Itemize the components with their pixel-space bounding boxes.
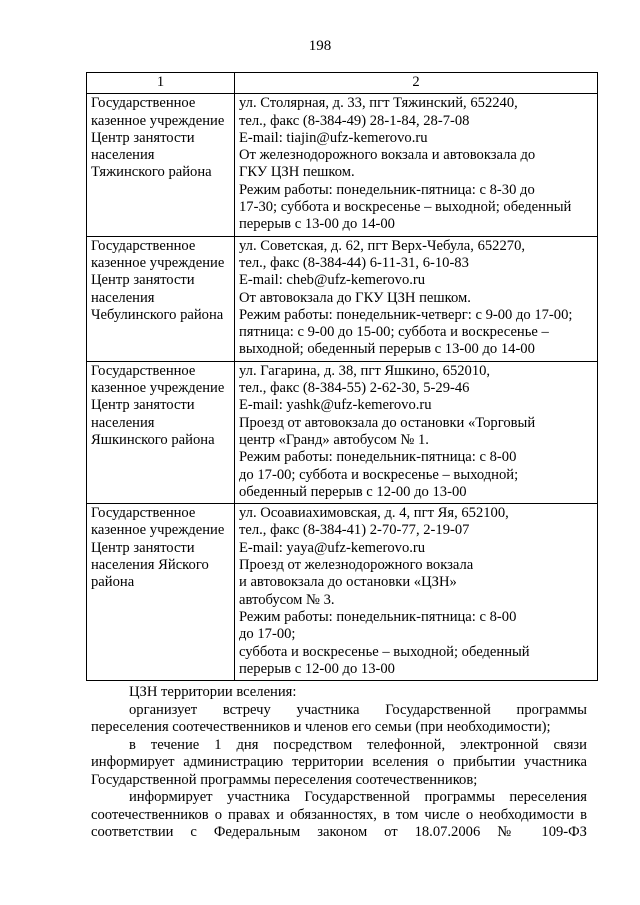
paragraph-line: информирует участника Государственной программы переселения — [129, 789, 587, 805]
address-line: ул. Гагарина, д. 38, пгт Яшкино, 652010, — [239, 362, 491, 379]
center-name-line: казенное учреждение — [91, 522, 225, 539]
schedule-line: до 17-00; суббота и воскресенье – выходной; — [239, 466, 519, 483]
table-row — [87, 94, 598, 236]
center-info-cell — [235, 94, 598, 236]
email-line: E-mail: tiajin@ufz-kemerovo.ru — [239, 129, 428, 146]
center-name-line: Центр занятости — [91, 539, 195, 556]
route-line: центр «Гранд» автобусом № 1. — [239, 431, 429, 448]
center-name-line: Государственное — [91, 95, 196, 112]
schedule-line: пятница: с 9-00 до 15-00; суббота и воскресенье – — [239, 324, 549, 341]
center-name-cell — [87, 94, 235, 236]
table-header-row — [87, 73, 598, 94]
route-line: От автовокзала до ГКУ ЦЗН пешком. — [239, 289, 471, 306]
center-info-cell — [235, 361, 598, 503]
center-name-line: Тяжинского района — [91, 164, 212, 181]
center-name-line: населения — [91, 414, 155, 431]
section-heading: ЦЗН территории вселения: — [129, 684, 297, 700]
center-name-line: Государственное — [91, 505, 196, 522]
paragraph-line: соотечественников о правах и обязанностях, в том числе о необходимости в — [91, 806, 587, 823]
centers-table — [86, 72, 598, 681]
paragraph-line: Государственной программы переселения соотечественников; — [91, 771, 478, 788]
schedule-line: до 17-00; — [239, 626, 296, 643]
email-line: E-mail: yashk@ufz-kemerovo.ru — [239, 397, 432, 414]
center-name-line: Государственное — [91, 237, 196, 254]
center-info-cell — [235, 504, 598, 681]
address-line: ул. Столярная, д. 33, пгт Тяжинский, 652240, — [239, 95, 518, 112]
table-row — [87, 504, 598, 681]
center-name-line: Чебулинского района — [91, 306, 224, 323]
center-name-cell — [87, 361, 235, 503]
address-line: ул. Осоавиахимовская, д. 4, пгт Яя, 652100, — [239, 505, 509, 522]
schedule-line: обеденный перерыв с 12-00 до 13-00 — [239, 483, 467, 500]
table-row — [87, 361, 598, 503]
paragraph-line: переселения соотечественников и членов его семьи (при необходимости); — [91, 719, 551, 735]
center-name-line: казенное учреждение — [91, 112, 225, 129]
center-name-line: казенное учреждение — [91, 254, 225, 271]
center-name-line: Центр занятости — [91, 272, 195, 289]
center-name-line: казенное учреждение — [91, 380, 225, 397]
paragraph-line: соответствии с Федеральным законом от 18.07.2006 № 109-ФЗ — [91, 824, 587, 840]
center-name-line: Центр занятости — [91, 397, 195, 414]
center-name-line: населения — [91, 147, 155, 164]
phone-line: тел., факс (8-384-55) 2-62-30, 5-29-46 — [239, 380, 470, 397]
center-name-line: Государственное — [91, 362, 196, 379]
center-name-line: района — [91, 574, 135, 591]
schedule-line: суббота и воскресенье – выходной; обеденный — [239, 643, 530, 660]
phone-line: тел., факс (8-384-49) 28-1-84, 28-7-08 — [239, 112, 470, 129]
center-name-cell — [87, 504, 235, 681]
body-text — [91, 684, 587, 842]
phone-line: тел., факс (8-384-44) 6-11-31, 6-10-83 — [239, 254, 469, 271]
column-header: 2 — [235, 73, 598, 94]
route-line: автобусом № 3. — [239, 591, 335, 608]
route-line: Проезд от железнодорожного вокзала — [239, 557, 474, 574]
schedule-line: перерыв с 12-00 до 13-00 — [239, 660, 395, 677]
schedule-line: Режим работы: понедельник-четверг: с 9-00 до 17-00; — [239, 306, 573, 323]
route-line: ГКУ ЦЗН пешком. — [239, 164, 355, 181]
center-info-cell — [235, 236, 598, 361]
page-number: 198 — [308, 38, 332, 54]
paragraph-line: в течение 1 дня посредством телефонной, электронной связи — [129, 736, 587, 753]
center-name-line: Яшкинского района — [91, 431, 215, 448]
phone-line: тел., факс (8-384-41) 2-70-77, 2-19-07 — [239, 522, 470, 539]
schedule-line: Режим работы: понедельник-пятница: с 8-30 до — [239, 181, 535, 198]
route-line: Проезд от автовокзала до остановки «Торговый — [239, 414, 536, 431]
schedule-line: 17-30; суббота и воскресенье – выходной; обеденный — [239, 199, 572, 216]
column-header: 1 — [87, 73, 235, 94]
center-name-line: населения Яйского — [91, 557, 209, 574]
email-line: E-mail: cheb@ufz-kemerovo.ru — [239, 272, 426, 289]
center-name-line: Центр занятости — [91, 129, 195, 146]
email-line: E-mail: yaya@ufz-kemerovo.ru — [239, 539, 426, 556]
paragraph-line: организует встречу участника Государственной программы — [129, 701, 587, 718]
schedule-line: перерыв с 13-00 до 14-00 — [239, 216, 395, 233]
paragraph-line: информирует администрацию территории вселения о прибытии участника — [91, 754, 587, 770]
schedule-line: Режим работы: понедельник-пятница: с 8-00 — [239, 449, 517, 466]
route-line: От железнодорожного вокзала и автовокзала до — [239, 147, 536, 164]
center-name-cell — [87, 236, 235, 361]
table-row — [87, 236, 598, 361]
schedule-line: Режим работы: понедельник-пятница: с 8-00 — [239, 608, 517, 625]
address-line: ул. Советская, д. 62, пгт Верх-Чебула, 652270, — [239, 237, 526, 254]
schedule-line: выходной; обеденный перерыв с 13-00 до 14-00 — [239, 341, 535, 358]
route-line: и автовокзала до остановки «ЦЗН» — [239, 574, 457, 591]
center-name-line: населения — [91, 289, 155, 306]
